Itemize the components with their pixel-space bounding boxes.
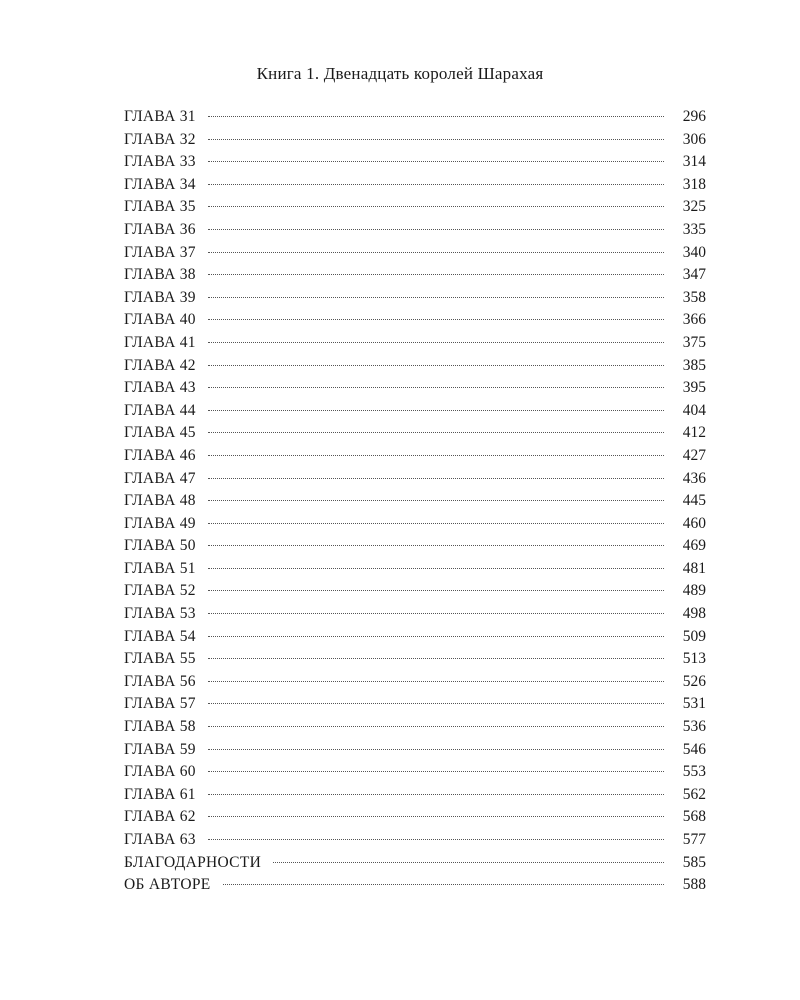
toc-entry-title: ГЛАВА 59 — [124, 740, 196, 758]
toc-entry[interactable] — [124, 671, 706, 694]
toc-entry-title: ГЛАВА 54 — [124, 627, 196, 645]
toc-entry[interactable] — [124, 287, 706, 310]
toc-entry-page: 366 — [682, 311, 706, 329]
toc-entry[interactable] — [124, 309, 706, 332]
toc-entry[interactable] — [124, 332, 706, 355]
toc-entry[interactable] — [124, 129, 706, 152]
toc-entry-page: 314 — [682, 153, 706, 171]
toc-entry[interactable] — [124, 784, 706, 807]
toc-entry-title: ГЛАВА 56 — [124, 672, 196, 690]
dot-leader — [208, 816, 664, 817]
table-of-contents — [124, 106, 706, 897]
toc-entry[interactable] — [124, 445, 706, 468]
toc-entry[interactable] — [124, 377, 706, 400]
toc-entry[interactable] — [124, 626, 706, 649]
toc-entry-page: 347 — [682, 266, 706, 284]
dot-leader — [208, 365, 664, 366]
dot-leader — [208, 703, 664, 704]
toc-entry-page: 436 — [682, 469, 706, 487]
dot-leader — [208, 636, 664, 637]
toc-entry-page: 395 — [682, 379, 706, 397]
toc-entry-page: 325 — [682, 198, 706, 216]
dot-leader — [208, 545, 664, 546]
toc-entry-title: ГЛАВА 39 — [124, 288, 196, 306]
toc-entry-page: 531 — [682, 695, 706, 713]
dot-leader — [208, 839, 664, 840]
dot-leader — [208, 658, 664, 659]
dot-leader — [208, 749, 664, 750]
toc-entry-page: 427 — [682, 446, 706, 464]
toc-entry[interactable] — [124, 400, 706, 423]
dot-leader — [223, 884, 664, 885]
toc-entry-page: 335 — [682, 220, 706, 238]
dot-leader — [208, 771, 664, 772]
dot-leader — [208, 794, 664, 795]
toc-entry-title: ГЛАВА 50 — [124, 537, 196, 555]
toc-entry-page: 513 — [682, 650, 706, 668]
toc-entry-page: 553 — [682, 763, 706, 781]
toc-entry-title: ГЛАВА 43 — [124, 379, 196, 397]
toc-entry-page: 340 — [682, 243, 706, 261]
dot-leader — [208, 726, 664, 727]
toc-entry[interactable] — [124, 829, 706, 852]
toc-entry[interactable] — [124, 648, 706, 671]
toc-entry-title: ГЛАВА 33 — [124, 153, 196, 171]
toc-entry-title: ГЛАВА 37 — [124, 243, 196, 261]
toc-entry[interactable] — [124, 716, 706, 739]
toc-entry[interactable] — [124, 106, 706, 129]
dot-leader — [208, 410, 664, 411]
toc-entry[interactable] — [124, 151, 706, 174]
toc-entry[interactable] — [124, 558, 706, 581]
toc-entry-title: ГЛАВА 40 — [124, 311, 196, 329]
toc-entry-page: 568 — [682, 808, 706, 826]
toc-entry[interactable] — [124, 355, 706, 378]
toc-entry[interactable] — [124, 739, 706, 762]
toc-entry[interactable] — [124, 490, 706, 513]
page-title: Книга 1. Двенадцать королей Шарахая — [256, 64, 544, 83]
dot-leader — [208, 387, 664, 388]
dot-leader — [208, 432, 664, 433]
toc-entry-title: ГЛАВА 51 — [124, 559, 196, 577]
dot-leader — [208, 478, 664, 479]
toc-entry[interactable] — [124, 422, 706, 445]
toc-entry-page: 296 — [682, 108, 706, 125]
toc-entry[interactable] — [124, 693, 706, 716]
toc-entry[interactable] — [124, 580, 706, 603]
toc-entry-title: ГЛАВА 61 — [124, 785, 196, 803]
toc-entry-title: ГЛАВА 38 — [124, 266, 196, 284]
toc-entry-page: 385 — [682, 356, 706, 374]
toc-entry-page: 412 — [682, 424, 706, 442]
dot-leader — [208, 500, 664, 501]
toc-entry[interactable] — [124, 806, 706, 829]
toc-entry[interactable] — [124, 242, 706, 265]
dot-leader — [208, 568, 664, 569]
dot-leader — [208, 229, 664, 230]
toc-entry[interactable] — [124, 196, 706, 219]
toc-entry-title: ГЛАВА 44 — [124, 401, 196, 419]
toc-entry-page: 306 — [682, 130, 706, 148]
toc-entry[interactable] — [124, 761, 706, 784]
dot-leader — [208, 613, 664, 614]
toc-entry-title: ГЛАВА 36 — [124, 220, 196, 238]
toc-entry-title: ГЛАВА 34 — [124, 175, 196, 193]
toc-entry-title: ГЛАВА 47 — [124, 469, 196, 487]
toc-entry[interactable] — [124, 513, 706, 536]
dot-leader — [208, 681, 664, 682]
toc-entry-page: 498 — [682, 605, 706, 623]
dot-leader — [208, 590, 664, 591]
toc-entry-page: 546 — [682, 740, 706, 758]
toc-entry-title: ГЛАВА 63 — [124, 831, 196, 848]
dot-leader — [273, 862, 664, 863]
toc-entry[interactable] — [124, 603, 706, 626]
toc-entry-title: ГЛАВА 60 — [124, 763, 196, 781]
toc-entry-title: ГЛАВА 52 — [124, 582, 196, 600]
dot-leader — [208, 523, 664, 524]
toc-entry-page: 318 — [682, 175, 706, 193]
dot-leader — [208, 455, 664, 456]
toc-entry-title: ГЛАВА 32 — [124, 130, 196, 148]
toc-entry-title: ГЛАВА 41 — [124, 333, 196, 351]
toc-entry-page: 404 — [682, 401, 706, 419]
toc-entry[interactable] — [124, 219, 706, 242]
toc-entry-page: 588 — [682, 876, 706, 894]
toc-entry-page: 526 — [682, 672, 706, 690]
toc-entry-title: ГЛАВА 48 — [124, 492, 196, 510]
toc-entry-title: ГЛАВА 35 — [124, 198, 196, 216]
toc-entry[interactable] — [124, 468, 706, 491]
dot-leader — [208, 342, 664, 343]
toc-entry[interactable] — [124, 264, 706, 287]
dot-leader — [208, 139, 664, 140]
dot-leader — [208, 161, 664, 162]
toc-entry-title: ГЛАВА 31 — [124, 108, 196, 125]
toc-entry-title: БЛАГОДАРНОСТИ — [124, 853, 262, 871]
toc-entry-title: ГЛАВА 46 — [124, 446, 196, 464]
toc-entry-page: 469 — [682, 537, 706, 555]
dot-leader — [208, 297, 664, 298]
toc-entry[interactable] — [124, 852, 706, 875]
toc-entry[interactable] — [124, 535, 706, 558]
toc-entry-title: ГЛАВА 42 — [124, 356, 196, 374]
toc-entry-title: ГЛАВА 58 — [124, 718, 196, 736]
toc-entry-title: ГЛАВА 53 — [124, 605, 196, 623]
dot-leader — [208, 252, 664, 253]
toc-entry-page: 460 — [682, 514, 706, 532]
toc-entry-page: 445 — [682, 492, 706, 510]
toc-entry-title: ГЛАВА 45 — [124, 424, 196, 442]
toc-entry-page: 577 — [682, 831, 706, 848]
dot-leader — [208, 184, 664, 185]
toc-entry-title: ГЛАВА 49 — [124, 514, 196, 532]
toc-entry[interactable] — [124, 174, 706, 197]
toc-entry-page: 536 — [682, 718, 706, 736]
toc-entry-title: ГЛАВА 55 — [124, 650, 196, 668]
toc-entry-title: ОБ АВТОРЕ — [124, 876, 211, 894]
toc-entry-page: 562 — [682, 785, 706, 803]
toc-entry-page: 489 — [682, 582, 706, 600]
toc-entry-title: ГЛАВА 57 — [124, 695, 196, 713]
toc-entry-page: 585 — [682, 853, 706, 871]
toc-entry-page: 509 — [682, 627, 706, 645]
dot-leader — [208, 116, 664, 117]
toc-entry-page: 358 — [682, 288, 706, 306]
dot-leader — [208, 319, 664, 320]
dot-leader — [208, 274, 664, 275]
toc-entry-page: 375 — [682, 333, 706, 351]
dot-leader — [208, 206, 664, 207]
toc-entry-page: 481 — [682, 559, 706, 577]
toc-entry-title: ГЛАВА 62 — [124, 808, 196, 826]
toc-entry[interactable] — [124, 874, 706, 897]
